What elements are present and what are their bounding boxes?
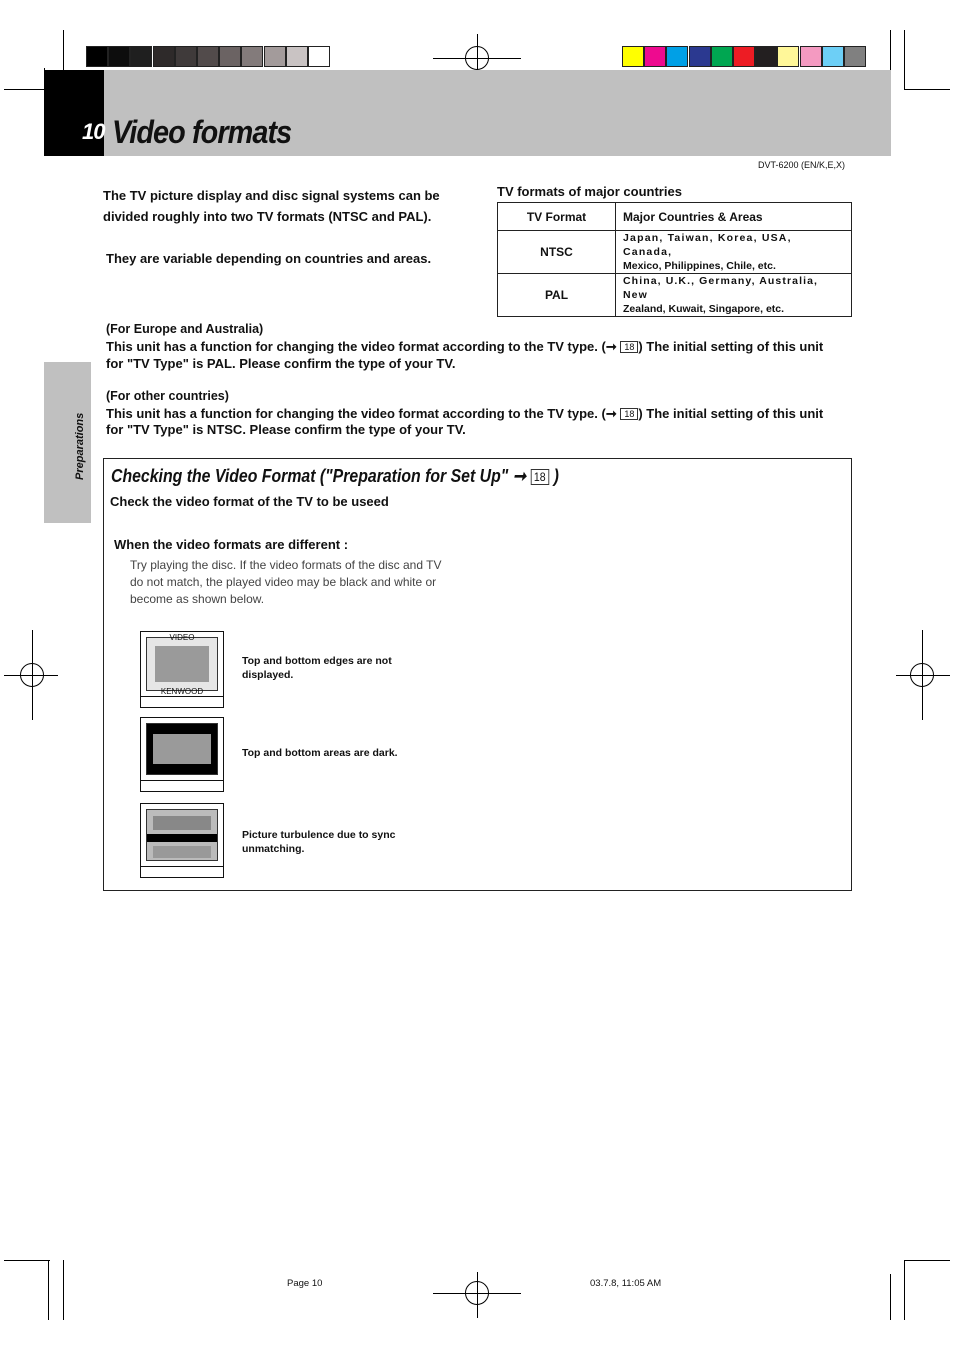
car-image — [153, 816, 211, 830]
check-title-text: Checking the Video Format ("Preparation for Set Up" — [111, 466, 509, 486]
registration-mark — [4, 675, 58, 676]
example-caption — [242, 746, 398, 760]
table-header-countries: Major Countries & Areas — [616, 203, 852, 231]
crop-mark — [63, 1260, 64, 1320]
registration-mark — [32, 630, 33, 720]
arrow-icon: ➞ — [605, 339, 617, 354]
caption-line: displayed. — [242, 669, 294, 681]
tv-screen — [146, 633, 218, 696]
crop-mark — [890, 1274, 891, 1320]
example-caption — [242, 828, 395, 856]
crop-mark — [904, 1260, 905, 1320]
europe-line-1 — [106, 339, 823, 355]
europe-text-b: ) The initial setting of this unit — [638, 339, 824, 354]
other-heading: (For other countries) — [106, 389, 229, 403]
gray-swatch — [108, 46, 130, 67]
tv-example-edges-cut — [140, 631, 224, 708]
caption-line: unmatching. — [242, 843, 305, 855]
other-text-a: This unit has a function for changing the video format according to the TV type. ( — [106, 406, 606, 421]
other-line-2: for "TV Type" is NTSC. Please confirm the type of your TV. — [106, 422, 466, 437]
tv-screen — [146, 723, 218, 775]
intro-line-1: The TV picture display and disc signal systems can be — [103, 188, 440, 203]
tv-example-dark-bands — [140, 717, 224, 792]
para-line: do not match, the played video may be black and white or — [130, 575, 437, 589]
check-title-end: ) — [553, 466, 559, 486]
crop-mark — [904, 89, 950, 90]
tv-base — [141, 696, 223, 707]
color-swatch — [622, 46, 644, 67]
color-swatch — [666, 46, 688, 67]
car-image — [153, 846, 211, 858]
para-line: Try playing the disc. If the video formats of the disc and TV — [130, 558, 442, 572]
table-header-row — [498, 203, 852, 231]
screen-top-text: VIDEO — [169, 633, 195, 642]
car-image — [153, 734, 211, 764]
crop-mark — [904, 30, 905, 90]
caption-line: Picture turbulence due to sync — [242, 829, 396, 841]
page-ref-icon: 18 — [530, 469, 549, 485]
color-swatch — [711, 46, 733, 67]
page-number: 10 — [82, 119, 105, 144]
table-row — [498, 274, 852, 317]
countries-line: Japan, Taiwan, Korea, USA, Canada, — [623, 232, 792, 258]
tv-example-sync-turbulence — [140, 803, 224, 878]
other-text-b: ) The initial setting of this unit — [638, 406, 824, 421]
color-swatch — [800, 46, 822, 67]
color-swatch — [733, 46, 755, 67]
gray-swatch — [241, 46, 263, 67]
side-tab-label: Preparations — [74, 412, 86, 480]
formats-table — [497, 202, 852, 317]
gray-swatch — [175, 46, 197, 67]
page-title: Video formats — [112, 114, 292, 150]
sync-band — [147, 834, 217, 842]
crop-mark — [48, 1260, 49, 1320]
para-line: become as shown below. — [130, 592, 265, 606]
color-swatch — [822, 46, 844, 67]
color-swatch — [755, 46, 777, 67]
tv-screen — [146, 809, 218, 861]
intro-variable: They are variable depending on countries and areas. — [106, 251, 432, 266]
europe-text-a: This unit has a function for changing the video format according to the TV type. ( — [106, 339, 606, 354]
format-cell: PAL — [498, 274, 616, 317]
caption-line: Top and bottom edges are not — [242, 655, 392, 667]
arrow-icon: ➞ — [512, 466, 526, 486]
page-ref-icon: 18 — [620, 408, 638, 420]
europe-line-2: for "TV Type" is PAL. Please confirm the type of your TV. — [106, 356, 456, 371]
countries-cell — [616, 231, 852, 274]
example-caption — [242, 654, 392, 682]
gray-swatch — [197, 46, 219, 67]
table-header-format: TV Format — [498, 203, 616, 231]
screen-bottom-text: KENWOOD — [160, 687, 204, 696]
crop-mark — [904, 1260, 950, 1261]
gray-swatch — [264, 46, 286, 67]
page-ref-icon: 18 — [620, 341, 638, 353]
different-para — [130, 557, 441, 608]
other-line-1 — [106, 406, 823, 422]
registration-mark — [477, 1272, 478, 1318]
countries-cell — [616, 274, 852, 317]
europe-heading: (For Europe and Australia) — [106, 322, 264, 336]
footer-timestamp: 03.7.8, 11:05 AM — [590, 1278, 662, 1289]
gray-swatch — [219, 46, 241, 67]
check-box-title — [111, 466, 559, 487]
countries-line: China, U.K., Germany, Australia, New — [623, 275, 819, 301]
format-cell: NTSC — [498, 231, 616, 274]
color-swatch — [777, 46, 799, 67]
gray-swatch — [286, 46, 308, 67]
model-code: DVT-6200 (EN/K,E,X) — [758, 160, 846, 170]
check-box-subtitle: Check the video format of the TV to be useed — [110, 494, 389, 509]
gray-swatch — [153, 46, 175, 67]
caption-line: Top and bottom areas are dark. — [242, 747, 398, 759]
different-heading: When the video formats are different : — [114, 537, 349, 552]
tv-base — [141, 866, 223, 877]
registration-mark — [896, 675, 950, 676]
intro-line-2: divided roughly into two TV formats (NTSC and PAL). — [103, 209, 432, 224]
countries-line: Mexico, Philippines, Chile, etc. — [623, 260, 776, 272]
crop-mark — [4, 1260, 50, 1261]
table-caption: TV formats of major countries — [497, 184, 682, 199]
arrow-icon: ➞ — [605, 406, 617, 421]
footer-page: Page 10 — [287, 1278, 323, 1289]
color-swatch — [644, 46, 666, 67]
color-swatch — [844, 46, 866, 67]
gray-swatch — [130, 46, 152, 67]
gray-swatch — [86, 46, 108, 67]
color-swatch — [689, 46, 711, 67]
gray-swatch — [308, 46, 330, 67]
countries-line: Zealand, Kuwait, Singapore, etc. — [623, 303, 785, 315]
table-row — [498, 231, 852, 274]
tv-base — [141, 780, 223, 791]
registration-mark — [922, 630, 923, 720]
car-image — [155, 646, 209, 682]
